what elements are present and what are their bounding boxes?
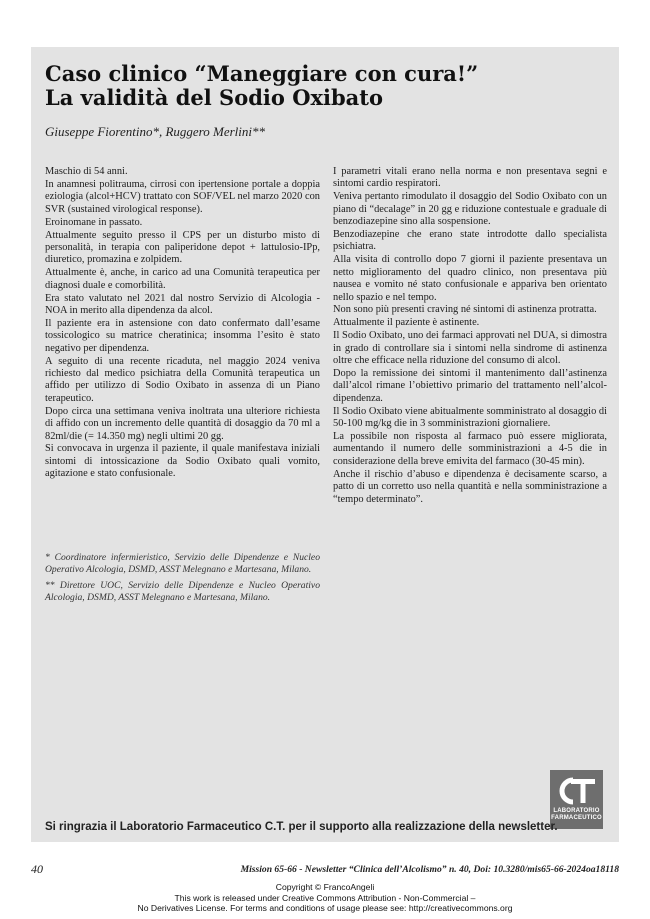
paragraph: Attualmente il paziente è astinente.: [333, 317, 480, 329]
paragraph: Non sono più presenti craving né sintomi di astinenza protratta.: [333, 304, 597, 316]
logo-caption: [551, 808, 602, 822]
paragraph: Attualmente seguito presso il CPS per un disturbo misto di personalità, in terapia con paliperidone depot + lattulosio-IPp, diuretico, promazina e zolpidem.: [45, 229, 320, 266]
author-footnotes: [45, 552, 320, 608]
sponsor-logo: [550, 770, 603, 829]
paragraph: I parametri vitali erano nella norma e non presentava segni e sintomi cardio respiratori.: [333, 166, 607, 190]
journal-reference: Mission 65-66 - Newsletter “Clinica dell’Alcolismo” n. 40, Doi: 10.3280/mis65-66-2024oa18118: [240, 864, 619, 875]
paragraph: Il paziente era in astensione con dato confermato dall’esame tossicologico su matrice cheratinica; insomma l’esito è stato negativo per dipendenza.: [45, 317, 320, 354]
license-notice: [0, 882, 650, 914]
ct-logo-icon: [557, 776, 597, 806]
logo-line-2: FARMACEUTICO: [551, 815, 602, 821]
paragraph: Dopo la remissione dei sintomi il mantenimento dall’astinenza dall’alcol rimane l’obiettivo primario del trattamento nell’alcol-dipendenza.: [333, 368, 607, 404]
paragraph: Il Sodio Oxibato, uno dei farmaci approvati nel DUA, si dimostra in grado di controllare sia i sintomi nella sindrome di astinenza oltre che efficace nella riduzione del consumo di alcol.: [333, 330, 607, 367]
footnote: ** Direttore UOC, Servizio delle Dipendenze e Nucleo Operativo Alcologia, DSMD, ASST Melegnano e Martesana, Milano.: [45, 579, 320, 604]
paragraph: Anche il rischio d’abuso e dipendenza è decisamente scarso, a patto di un corretto uso nella quantità e nella somministrazione a “tempo determinato”.: [333, 468, 607, 505]
paragraph: A seguito di una recente ricaduta, nel maggio 2024 veniva richiesto dal medico psichiatra della Comunità terapeutica un affido per utilizzo di Sodio Oxibato in assenza di un Piano terapeutico.: [45, 355, 320, 404]
paragraph: In anamnesi politrauma, cirrosi con ipertensione portale a doppia eziologia (alcol+HCV) trattato con SOF/VEL nel marzo 2020 con SVR (sustained virological response).: [45, 178, 320, 215]
license-line-2: No Derivatives License. For terms and conditions of usage please see: http://creativecommons.org: [137, 903, 513, 913]
page-number: 40: [31, 862, 43, 876]
paragraph: Il Sodio Oxibato viene abitualmente somministrato al dosaggio di 50-100 mg/kg die in 3 somministrazioni giornaliere.: [333, 405, 607, 430]
title-line-2: La validità del Sodio Oxibato: [45, 85, 383, 110]
left-column: [45, 166, 320, 481]
paragraph: Attualmente è, anche, in carico ad una Comunità terapeutica per diagnosi duale e comorbilità.: [45, 267, 320, 291]
footnote: * Coordinatore infermieristico, Servizio delle Dipendenze e Nucleo Operativo Alcologia, DSMD, ASST Melegnano e Martesana, Milano.: [45, 552, 320, 576]
acknowledgement: Si ringrazia il Laboratorio Farmaceutico C.T. per il supporto alla realizzazione della newsletter.: [45, 821, 558, 833]
article-authors: Giuseppe Fiorentino*, Ruggero Merlini**: [45, 124, 266, 139]
paragraph: La possibile non risposta al farmaco può essere migliorata, aumentando il numero delle somministrazioni a 4-5 die in considerazione della breve emivita del farmaco (30-45 min).: [333, 431, 607, 467]
paragraph: Dopo circa una settimana veniva inoltrata una ulteriore richiesta di affido con un incremento delle quantità di dosaggio da 70 ml a 82ml/die (= 14.350 mg) negli ultimi 20 gg.: [45, 405, 320, 442]
title-line-1: Caso clinico “Maneggiare con cura!”: [45, 61, 479, 86]
article-title: [45, 62, 605, 110]
paragraph: Era stato valutato nel 2021 dal nostro Servizio di Alcologia - NOA in merito alla dipendenza da alcol.: [45, 292, 320, 316]
paragraph: Si convocava in urgenza il paziente, il quale manifestava iniziali sintomi di intossicazione da Sodio Oxibato quali vomito, agitazione e stato confusionale.: [45, 443, 320, 480]
right-column: [333, 166, 607, 506]
logo-line-1: LABORATORIO: [553, 808, 600, 814]
paragraph: Alla visita di controllo dopo 7 giorni il paziente presentava un netto miglioramento del quadro clinico, non presentava più nausea e vomito né stato confusionale e appariva ben orientato nello spazio e nel tempo.: [333, 254, 607, 303]
license-line-1: This work is released under Creative Commons Attribution - Non-Commercial –: [174, 892, 476, 903]
paragraph: Benzodiazepine che erano state introdotte dallo specialista psichiatra.: [333, 229, 607, 253]
paragraph: Maschio di 54 anni.: [45, 166, 128, 177]
copyright-line: Copyright © FrancoAngeli: [275, 882, 375, 892]
paragraph: Veniva pertanto rimodulato il dosaggio del Sodio Oxibato con un piano di “decalage” in 20 gg e riduzione contestuale e graduale di benzodiazepine sino alla sospensione.: [333, 191, 607, 228]
paragraph: Eroinomane in passato.: [45, 216, 143, 228]
